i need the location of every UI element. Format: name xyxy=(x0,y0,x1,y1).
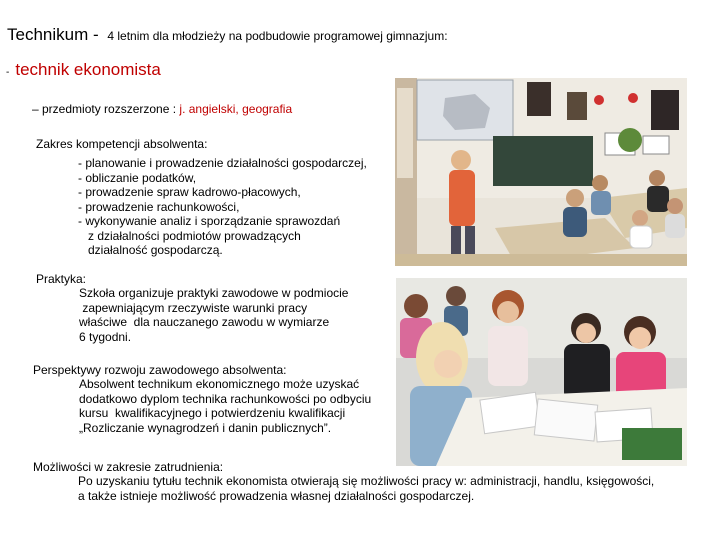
profession-name: technik ekonomista xyxy=(15,60,161,79)
list-item: - wykonywanie analiz i sporządzanie sprawozdań xyxy=(78,214,341,228)
employment-text xyxy=(78,474,654,503)
extended-subjects-list: j. angielski, geografia xyxy=(179,102,293,116)
title-rest: 4 letnim dla młodzieży na podbudowie programowej gimnazjum: xyxy=(107,29,448,43)
list-item: - planowanie i prowadzenie działalności gospodarczej, xyxy=(78,156,367,170)
extended-label: – przedmioty rozszerzone : xyxy=(32,102,177,116)
practice-text xyxy=(79,286,348,344)
list-item: - obliczanie podatków, xyxy=(78,170,197,185)
students-photo-image xyxy=(396,278,687,466)
text-line: kursu kwalifikacyjnego i potwierdzeniu kwalifikacji xyxy=(79,406,346,420)
students-photo xyxy=(396,278,687,466)
list-item: działalność gospodarczą. xyxy=(78,243,223,257)
text-line: właściwe dla nauczanego zawodu w wymiarze xyxy=(79,315,330,329)
text-line: Szkoła organizuje praktyki zawodowe w podmiocie xyxy=(79,286,349,300)
text-line: dodatkowo dyplom technika rachunkowości po odbyciu xyxy=(79,391,372,406)
text-line: 6 tygodni. xyxy=(79,329,132,344)
extended-subjects xyxy=(32,102,292,116)
list-item: - prowadzenie spraw kadrowo-płacowych, xyxy=(78,185,301,199)
classroom-photo xyxy=(395,78,687,266)
classroom-photo-image xyxy=(395,78,687,266)
prospects-text xyxy=(79,377,371,435)
prospects-heading: Perspektywy rozwoju zawodowego absolwenta: xyxy=(33,363,287,377)
list-item: - prowadzenie rachunkowości, xyxy=(78,199,240,214)
employment-heading: Możliwości w zakresie zatrudnienia: xyxy=(33,460,224,474)
text-line: zapewniającym rzeczywiste warunki pracy xyxy=(79,300,308,315)
competences-heading: Zakres kompetencji absolwenta: xyxy=(36,137,208,151)
text-line: a także istnieje możliwość prowadzenia własnej działalności gospodarczej. xyxy=(78,488,475,503)
practice-heading: Praktyka: xyxy=(36,272,87,286)
profession-heading xyxy=(6,60,161,80)
competences-list xyxy=(78,156,367,258)
text-line: Po uzyskaniu tytułu technik ekonomista otwierają się możliwości pracy w: administracji, handlu, księgowości, xyxy=(78,474,655,488)
profession-dash: - xyxy=(6,67,10,78)
list-item: z działalności podmiotów prowadzących xyxy=(78,228,301,243)
page-title xyxy=(7,25,448,45)
title-main: Technikum - xyxy=(7,25,99,44)
text-line: „Rozliczanie wynagrodzeń i danin publicznych”. xyxy=(79,420,332,435)
text-line: Absolwent technikum ekonomicznego może uzyskać xyxy=(79,377,360,391)
